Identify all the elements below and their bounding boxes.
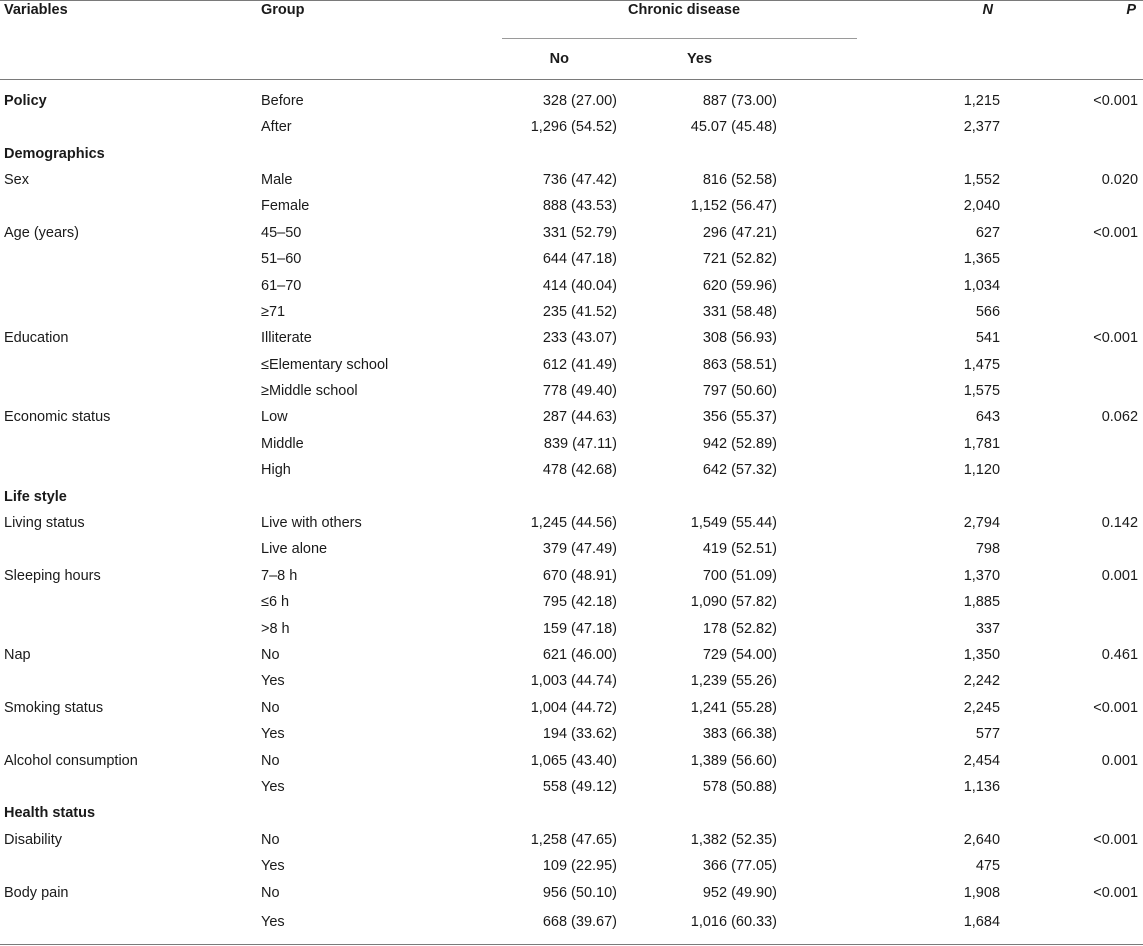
cell-n: 541 <box>975 330 1001 347</box>
cell-variable <box>0 853 250 879</box>
cell-group: Illiterate <box>261 330 312 347</box>
cell-yes: 620 (59.96) <box>702 277 778 294</box>
cell-variable: Economic status <box>4 409 111 426</box>
cell-yes: 887 (73.00) <box>702 93 778 109</box>
cell-variable <box>0 299 250 325</box>
cell-yes <box>624 483 928 509</box>
cell-yes <box>624 800 928 826</box>
cell-no: 1,003 (44.74) <box>530 673 617 690</box>
cell-p: 0.001 <box>1101 567 1139 584</box>
cell-yes <box>624 140 928 166</box>
cell-n: 1,908 <box>963 884 1001 901</box>
header-chronic-disease-label: Chronic disease <box>628 2 741 18</box>
table-row <box>0 510 1143 536</box>
cell-yes: 863 (58.51) <box>702 356 778 373</box>
cell-yes: 797 (50.60) <box>702 383 778 400</box>
table-row <box>0 299 1143 325</box>
table-section-row <box>0 483 1143 509</box>
cell-p <box>1028 114 1143 140</box>
header-chronic-disease <box>500 1 928 40</box>
cell-p <box>1028 140 1143 166</box>
cell-no: 478 (42.68) <box>542 462 617 479</box>
cell-group: Before <box>261 93 304 109</box>
cell-no: 888 (43.53) <box>542 198 617 215</box>
cell-n <box>928 800 1028 826</box>
cell-variable: Sleeping hours <box>4 567 101 584</box>
cell-group: Live with others <box>261 515 362 532</box>
table-header <box>0 1 1143 80</box>
cell-yes: 383 (66.38) <box>702 726 778 743</box>
table-row <box>0 853 1143 879</box>
cell-yes: 178 (52.82) <box>702 620 778 637</box>
cell-variable: Health status <box>4 805 96 822</box>
cell-variable <box>0 114 250 140</box>
cell-no: 159 (47.18) <box>542 620 617 637</box>
cell-yes: 308 (56.93) <box>702 330 778 347</box>
cell-n: 2,454 <box>963 752 1001 769</box>
cell-n: 1,350 <box>963 647 1001 663</box>
cell-n: 1,684 <box>928 906 1028 945</box>
table-row <box>0 193 1143 219</box>
cell-group: 61–70 <box>261 277 302 294</box>
cell-no <box>500 483 624 509</box>
cell-no: 621 (46.00) <box>542 647 617 663</box>
cell-variable: Nap <box>4 647 31 663</box>
cell-group: Yes <box>250 906 500 945</box>
cell-p <box>1028 246 1143 272</box>
cell-no: 644 (47.18) <box>542 251 617 268</box>
table-row <box>0 879 1143 905</box>
header-spacer-variables <box>0 39 250 80</box>
cell-no: 839 (47.11) <box>543 435 617 452</box>
cell-n: 1,034 <box>963 277 1001 294</box>
cell-n: 1,365 <box>963 251 1001 268</box>
table-row <box>0 695 1143 721</box>
cell-yes: 1,389 (56.60) <box>690 752 778 769</box>
table-row <box>0 325 1143 351</box>
cell-n: 1,475 <box>963 356 1001 373</box>
cell-p <box>1028 853 1143 879</box>
cell-no: 109 (22.95) <box>542 858 617 875</box>
cell-n: 577 <box>975 726 1001 743</box>
cell-group <box>250 483 500 509</box>
cell-n: 566 <box>975 303 1001 320</box>
cell-group: 45–50 <box>261 224 302 241</box>
cell-n: 1,120 <box>963 462 1001 479</box>
cell-p <box>1028 431 1143 457</box>
cell-no: 414 (40.04) <box>542 277 617 294</box>
cell-p <box>1028 299 1143 325</box>
table-row <box>0 246 1143 272</box>
cell-group: Yes <box>261 778 285 795</box>
cell-no: 1,004 (44.72) <box>530 699 617 716</box>
cell-group: After <box>261 119 292 136</box>
cell-yes: 1,382 (52.35) <box>690 831 778 848</box>
cell-yes: 1,239 (55.26) <box>690 673 778 690</box>
cell-variable: Disability <box>4 831 63 848</box>
cell-group: Yes <box>261 726 285 743</box>
cell-p: 0.142 <box>1101 515 1139 532</box>
cell-p: <0.001 <box>1093 330 1139 347</box>
cell-variable <box>0 272 250 298</box>
cell-p: <0.001 <box>1093 831 1139 848</box>
cell-n: 1,136 <box>963 778 1001 795</box>
cell-no <box>500 800 624 826</box>
cell-n: 2,794 <box>963 515 1001 532</box>
table-row <box>0 615 1143 641</box>
cell-group: No <box>261 699 280 716</box>
cell-no: 233 (43.07) <box>542 330 617 347</box>
cell-yes: 296 (47.21) <box>702 224 778 241</box>
cell-p <box>1028 615 1143 641</box>
cell-no: 1,065 (43.40) <box>530 752 617 769</box>
cell-p <box>1028 483 1143 509</box>
cell-group: High <box>261 462 291 479</box>
cell-no: 1,258 (47.65) <box>530 831 617 848</box>
cell-p: <0.001 <box>1093 93 1139 109</box>
header-variables: Variables <box>0 1 250 40</box>
cell-n: 337 <box>975 620 1001 637</box>
table-section-row <box>0 800 1143 826</box>
table-row <box>0 774 1143 800</box>
cell-variable <box>0 615 250 641</box>
cell-p: <0.001 <box>1093 224 1139 241</box>
cell-yes: 642 (57.32) <box>702 462 778 479</box>
cell-p <box>1028 589 1143 615</box>
table-row <box>0 536 1143 562</box>
table-row <box>0 721 1143 747</box>
table-row <box>0 457 1143 483</box>
table-body <box>0 80 1143 945</box>
table-row <box>0 272 1143 298</box>
cell-p <box>1028 536 1143 562</box>
cell-no: 670 (48.91) <box>542 567 617 584</box>
cell-no: 235 (41.52) <box>542 303 617 320</box>
cell-variable <box>0 774 250 800</box>
cell-variable: Demographics <box>4 145 105 162</box>
cell-variable <box>0 536 250 562</box>
cell-group: ≥Middle school <box>261 383 358 400</box>
cell-variable: Sex <box>4 171 29 188</box>
cell-variable: Policy <box>4 93 47 109</box>
cell-no: 558 (49.12) <box>542 778 617 795</box>
cell-yes: 1,549 (55.44) <box>690 515 778 532</box>
header-p: P <box>1028 1 1143 40</box>
cell-group: No <box>261 831 280 848</box>
cell-group: ≥71 <box>261 303 286 320</box>
header-spacer-n <box>928 39 1028 80</box>
cell-group: Live alone <box>261 541 328 558</box>
cell-p: 0.001 <box>1101 752 1139 769</box>
cell-no: 612 (41.49) <box>542 356 617 373</box>
cell-p <box>1028 774 1143 800</box>
cell-n: 798 <box>975 541 1001 558</box>
table-row <box>0 906 1143 945</box>
cell-variable <box>0 457 250 483</box>
cell-group: Yes <box>261 673 285 690</box>
header-spacer-group <box>250 39 500 80</box>
cell-variable <box>0 352 250 378</box>
cell-yes: 729 (54.00) <box>702 647 778 663</box>
cell-n: 2,245 <box>963 699 1001 716</box>
cell-group: Yes <box>261 858 285 875</box>
table-row <box>0 114 1143 140</box>
cell-group: Female <box>261 198 310 215</box>
cell-p: 0.461 <box>1101 647 1139 663</box>
table-row <box>0 563 1143 589</box>
cell-no: 194 (33.62) <box>542 726 617 743</box>
cell-yes: 366 (77.05) <box>702 858 778 875</box>
cell-no: 287 (44.63) <box>542 409 617 426</box>
cell-variable: Education <box>4 330 69 347</box>
table-row <box>0 404 1143 430</box>
table-row <box>0 747 1143 773</box>
cell-variable: Body pain <box>4 884 69 901</box>
cell-no: 379 (47.49) <box>542 541 617 558</box>
cell-yes: 816 (52.58) <box>702 171 778 188</box>
cell-n: 1,552 <box>963 171 1001 188</box>
chronic-disease-underline <box>502 38 857 39</box>
cell-yes: 1,016 (60.33) <box>624 906 928 945</box>
cell-p <box>1028 800 1143 826</box>
table-section-row <box>0 80 1143 115</box>
cell-variable: Alcohol consumption <box>4 752 138 769</box>
cell-p <box>1028 272 1143 298</box>
cell-n: 1,781 <box>963 435 1001 452</box>
cell-variable: Age (years) <box>4 224 79 241</box>
cell-yes: 419 (52.51) <box>702 541 778 558</box>
cell-p: <0.001 <box>1093 884 1139 901</box>
cell-n: 475 <box>975 858 1001 875</box>
cell-no: 736 (47.42) <box>542 171 617 188</box>
cell-n <box>928 140 1028 166</box>
cell-n: 2,040 <box>963 198 1001 215</box>
cell-p <box>1028 906 1143 945</box>
cell-group: No <box>261 647 280 663</box>
table-row <box>0 378 1143 404</box>
cell-group: ≤6 h <box>261 594 290 611</box>
cell-n <box>928 483 1028 509</box>
table-row <box>0 431 1143 457</box>
cell-no: 1,296 (54.52) <box>530 119 617 136</box>
cell-group: 51–60 <box>261 251 302 268</box>
table-row <box>0 589 1143 615</box>
cell-variable: Life style <box>4 488 67 505</box>
cell-yes: 1,090 (57.82) <box>690 594 778 611</box>
cell-n: 627 <box>975 224 1001 241</box>
table-row <box>0 642 1143 668</box>
cell-yes: 578 (50.88) <box>702 778 778 795</box>
cell-no: 956 (50.10) <box>542 884 617 901</box>
cell-yes: 721 (52.82) <box>702 251 778 268</box>
cell-p <box>1028 668 1143 694</box>
cell-p: 0.062 <box>1101 409 1139 426</box>
header-n: N <box>928 1 1028 40</box>
cell-no: 668 (39.67) <box>500 906 624 945</box>
cell-yes: 952 (49.90) <box>702 884 778 901</box>
table-row <box>0 827 1143 853</box>
cell-variable: Living status <box>4 515 85 532</box>
cell-variable <box>0 721 250 747</box>
cell-n: 1,215 <box>963 93 1001 109</box>
cell-group: ≤Elementary school <box>261 356 389 373</box>
cell-variable <box>0 378 250 404</box>
cell-p <box>1028 193 1143 219</box>
cell-group: Middle <box>261 435 304 452</box>
cell-p <box>1028 378 1143 404</box>
cell-group: >8 h <box>261 620 290 637</box>
table-section-row <box>0 140 1143 166</box>
cell-p <box>1028 721 1143 747</box>
cell-variable <box>0 668 250 694</box>
cell-group <box>250 140 500 166</box>
table-row <box>0 668 1143 694</box>
header-no: No <box>500 39 624 80</box>
cell-variable <box>0 193 250 219</box>
cell-group: No <box>261 884 280 901</box>
cell-n: 2,242 <box>963 673 1001 690</box>
cell-no: 328 (27.00) <box>542 93 617 109</box>
cell-yes: 331 (58.48) <box>702 303 778 320</box>
cell-yes: 700 (51.09) <box>702 567 778 584</box>
cell-no <box>500 140 624 166</box>
cell-n: 2,640 <box>963 831 1001 848</box>
cell-n: 1,885 <box>963 594 1001 611</box>
cell-no: 1,245 (44.56) <box>530 515 617 532</box>
table-row <box>0 352 1143 378</box>
cell-n: 1,370 <box>963 567 1001 584</box>
cell-variable <box>0 246 250 272</box>
table-row <box>0 220 1143 246</box>
cell-p <box>1028 457 1143 483</box>
cell-yes: 356 (55.37) <box>702 409 778 426</box>
cell-n: 643 <box>975 409 1001 426</box>
cell-p <box>1028 352 1143 378</box>
cell-no: 795 (42.18) <box>542 594 617 611</box>
cell-n: 1,575 <box>963 383 1001 400</box>
cell-yes: 45.07 (45.48) <box>690 119 778 136</box>
cell-variable: Smoking status <box>4 699 104 716</box>
header-group: Group <box>250 1 500 40</box>
cell-variable <box>0 431 250 457</box>
table-row <box>0 167 1143 193</box>
header-yes: Yes <box>624 39 928 80</box>
cell-group <box>250 800 500 826</box>
cell-variable <box>0 906 250 945</box>
header-spacer-p <box>1028 39 1143 80</box>
cell-no: 778 (49.40) <box>542 383 617 400</box>
cell-yes: 1,152 (56.47) <box>690 198 778 215</box>
cell-group: No <box>261 752 280 769</box>
cell-group: Low <box>261 409 288 426</box>
cell-group: Male <box>261 171 293 188</box>
cell-group: 7–8 h <box>261 567 298 584</box>
cell-variable <box>0 589 250 615</box>
cell-yes: 1,241 (55.28) <box>690 699 778 716</box>
cell-p: 0.020 <box>1101 171 1139 188</box>
cell-p: <0.001 <box>1093 699 1139 716</box>
cell-no: 331 (52.79) <box>542 224 617 241</box>
cell-n: 2,377 <box>963 119 1001 136</box>
cell-yes: 942 (52.89) <box>702 435 778 452</box>
